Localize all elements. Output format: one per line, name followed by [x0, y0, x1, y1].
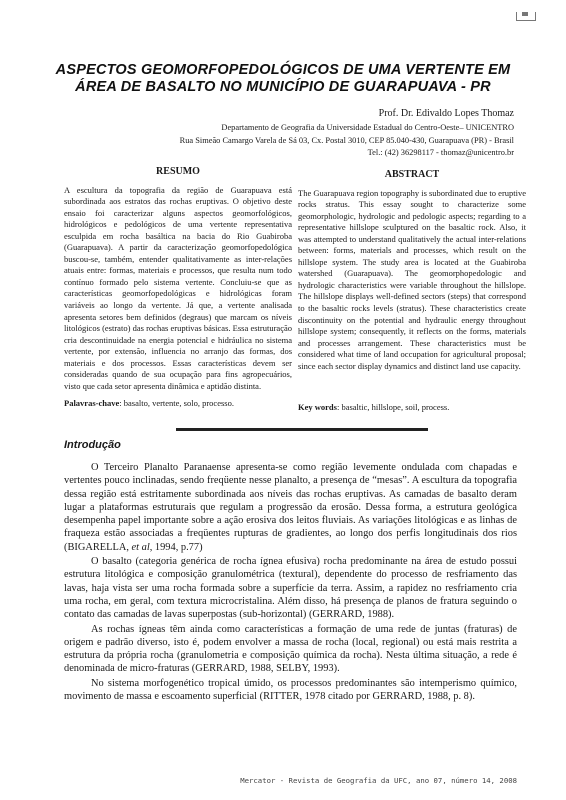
title-line-2: ÁREA DE BASALTO NO MUNICÍPIO DE GUARAPUAVA - PR: [75, 79, 491, 95]
resumo-column: [64, 166, 292, 392]
paragraph-1-end: , 1994, p.77): [149, 541, 203, 553]
author-block: [180, 108, 514, 160]
paragraph-2: O basalto (categoria genérica de rocha ígnea efusiva) rocha predominante na área de estudo possui estrutura litológica e composição granulométrica (textural), dependente do processo de resfriamento das lavas, haja vista ser uma rocha formada sobre a superfície da terra. Assim, a rapidez no resfriamento cria uma rocha, em geral, com textura microcristalina. Além disso, há presença de planos de fratura seguindo o contato das camadas de lavas superpostas (sub-horizontal) (GERRARD, 1988).: [64, 556, 517, 621]
palavras-chave-values: : basalto, vertente, solo, processo.: [119, 398, 234, 408]
paragraph-1-text: O Terceiro Planalto Paranaense apresenta-se como região levemente ondulada com chapadas e vertentes pouco inclinadas, sendo freqüente nesse planalto, a presença de “mesas”. A escultura da topografia dessa região está estritamente subordinada aos níveis das rochas eruptivas. As camadas de basalto deram lugar a plataformas estruturais que regulam a progressão da erosão. Dessa forma, a estrutura geológica desempenha papel importante sobre a ação erosiva dos leitos fluviais. As variações litológicas e as linhas de fraqueza estão associadas a freqüentes rupturas de gradientes, ao longo dos perfis longitudinais dos rios (BIGARELLA,: [64, 462, 517, 553]
key-words-label: Key words: [298, 402, 337, 412]
palavras-chave: [64, 398, 234, 409]
article-title: [40, 62, 526, 96]
abstract-heading: ABSTRACT: [384, 169, 440, 180]
section-divider: [176, 428, 428, 431]
paragraph-1: [64, 461, 517, 554]
paragraph-1-italic: et al: [131, 541, 150, 553]
abstract-text: The Guarapuava region topography is subordinated due to eruptive rocks stratus. This essay sought to characterize some geomorphologic, hydrologic and pedologic aspects; regarding to a representative hillslope sculptured on the basaltic rock. Also, it was attempted to understand qualitatively the actual inter-relations between: forms, materials and processes, which result on the hillslope system. The study area is located at the Guabiroba watershed (Guarapuava). The geomorphopedologic and hydrologic characteristics were variable throughout the hillslope. The hillslope displays well-defined sectors (steps) that correspond to the basaltic rocks levels (stratus). These characteristics create discontinuity on the potential and hydraulic energy throughout hillslope system; consequently, it reflects on the forms, materials and processes arrangement. These characteristics must be considered what time of land occupation for agricultural proposal; since each sector display dynamics and distinct land use capacity.: [298, 187, 527, 371]
palavras-chave-label: Palavras-chave: [64, 398, 120, 408]
corner-crop-mark: [516, 12, 536, 21]
resumo-text: A escultura da topografia da região de Guarapuava está subordinada aos estratos das rochas eruptivas. O objetivo deste ensaio foi caracterizar alguns aspectos geomorfológicos, hidrológicos e pedológicos de uma vertente representativa esculpida em rocha basáltica na bacia do Rio Guabiroba (Guarapuava). A partir da caracterização geomorfopedológica buscou-se, também, entender qualitativamente as inter-relações atuais entre: formas, materiais e processos, que resulta num todo contínuo formado pelo sistema vertente. Concluiu-se que as características geomorfopedológicas e hidrológicas foram variáveis ao longo da vertente. Já que, a vertente analisada apresenta setores bem definidos (degraus) que marcam os níveis litológicos (estrato) das rochas eruptivas básicas. Essa estruturação cria descontinuidade na energia potencial e hidráulica no sistema vertente, por extensão, influencia no arranjo das formas, dos materiais e dos processos. Essas características devem ser consideradas quando de sua ocupação para fins agropecuários, visto que cada setor apresenta dinâmica e aptidão distinta.: [64, 184, 292, 391]
author-contact: Tel.: (42) 36298117 - thomaz@unicentro.br: [367, 148, 514, 158]
section-title-introducao: Introdução: [64, 439, 121, 451]
key-words-values: : basaltic, hillslope, soil, process.: [336, 402, 450, 412]
abstract-column: [298, 166, 526, 372]
title-line-1: ASPECTOS GEOMORFOPEDOLÓGICOS DE UMA VERTENTE EM: [55, 62, 511, 78]
author-name: Prof. Dr. Edivaldo Lopes Thomaz: [378, 108, 514, 119]
journal-footer: Mercator - Revista de Geografia da UFC, ano 07, número 14, 2008: [240, 776, 517, 785]
paragraph-4: No sistema morfogenético tropical úmido, os processos predominantes são intemperismo químico, movimento de massa e escoamento superficial (RITTER, 1978 citado por GERRARD, 1988, p. 8).: [64, 677, 517, 703]
author-department: Departamento de Geografia da Universidade Estadual do Centro-Oeste– UNICENTRO: [221, 123, 514, 133]
introduction-body: [64, 461, 517, 703]
paragraph-3: As rochas ígneas têm ainda como características a formação de uma rede de juntas (fraturas) de origem e padrão diverso, isto é, podem envolver a massa de rocha (local, regional) ou está mais restrita a estrutura da própria rocha (granulometria e composição química da rocha). Nesta última situação, a rede é denominada de micro-fraturas (GERRARD, 1988, SELBY, 1993).: [64, 623, 517, 675]
resumo-heading: RESUMO: [156, 166, 200, 177]
author-address: Rua Simeão Camargo Varela de Sá 03, Cx. Postal 3010, CEP 85.040-430, Guarapuava (PR) - Brasil: [179, 135, 514, 145]
key-words: [298, 402, 449, 413]
